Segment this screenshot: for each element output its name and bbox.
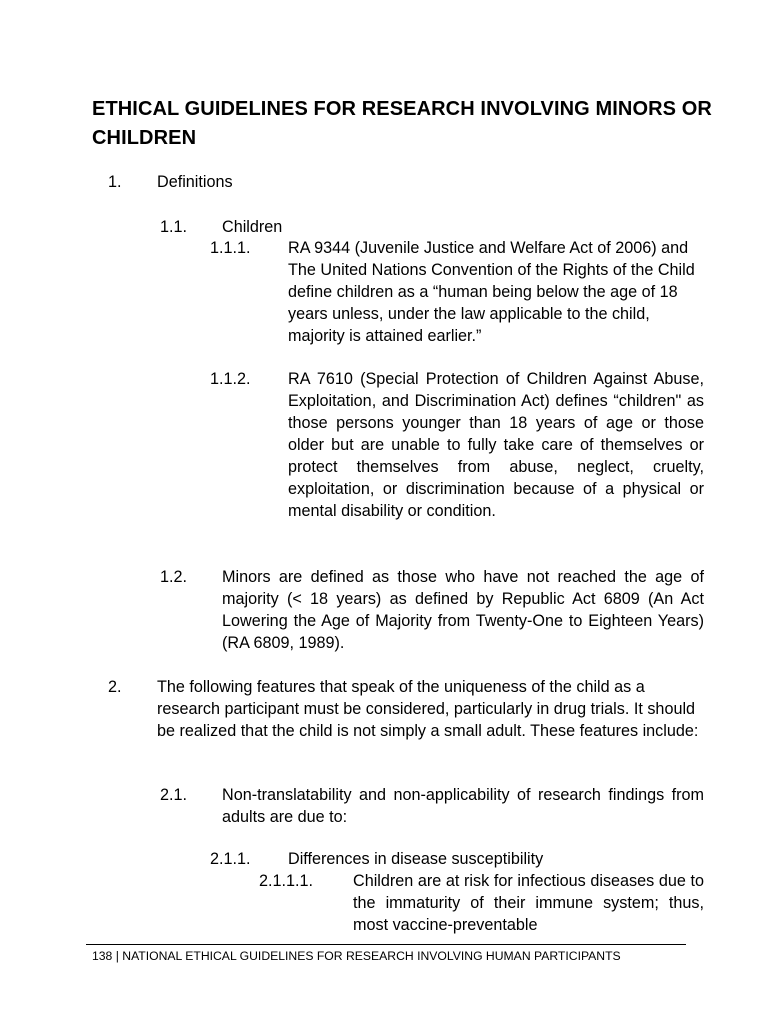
section-2-number: 2.	[108, 678, 122, 696]
section-1-2-number: 1.2.	[160, 568, 188, 586]
section-2-text: The following features that speak of the uniqueness of the child as a research participant must be considered, particularly in drug trials. It should be realized that the child is not simply a small adult. These features include:	[157, 678, 699, 740]
section-1-2-text: Minors are defined as those who have not reached the age of majority (< 18 years) as defined by Republic Act 6809 (An Act Lowering the Age of Majority from Twenty-One to Eighteen Years) (RA 6809, 1989).	[222, 568, 704, 652]
section-1-number: 1.	[108, 173, 122, 191]
section-2-1-number: 2.1.	[160, 786, 188, 804]
page-title: ETHICAL GUIDELINES FOR RESEARCH INVOLVING MINORS OR CHILDREN	[92, 98, 712, 149]
page-footer: 138 | NATIONAL ETHICAL GUIDELINES FOR RESEARCH INVOLVING HUMAN PARTICIPANTS	[92, 949, 621, 963]
section-1-1-1-number: 1.1.1.	[210, 239, 251, 257]
section-1-heading: Definitions	[157, 173, 233, 191]
section-2-1-text: Non-translatability and non-applicability of research findings from adults are due to:	[222, 786, 704, 826]
section-1-1-2-text: RA 7610 (Special Protection of Children Against Abuse, Exploitation, and Discrimination Act) defines “children" as those persons younger than 18 years of age or those older but are unable to fully take care of themselves or protect themselves from abuse, neglect, cruelty, exploitation, or discrimination because of a physical or mental disability or condition.	[288, 370, 704, 520]
section-2-1-1-heading: Differences in disease susceptibility	[288, 850, 544, 868]
section-1-1-1-text: RA 9344 (Juvenile Justice and Welfare Act of 2006) and The United Nations Convention of the Rights of the Child define children as a “human being below the age of 18 years unless, under the law applicable to the child, majority is attained earlier.”	[288, 239, 695, 345]
section-1-1-2-number: 1.1.2.	[210, 370, 251, 388]
section-2-1-1-number: 2.1.1.	[210, 850, 251, 868]
section-1-1-number: 1.1.	[160, 218, 188, 236]
section-2-1-1-1-number: 2.1.1.1.	[259, 872, 314, 890]
section-1-1-heading: Children	[222, 218, 283, 236]
footer-divider	[86, 944, 686, 945]
section-2-1-1-1-text: Children are at risk for infectious diseases due to the immaturity of their immune system; thus, most vaccine-preventable	[353, 872, 704, 934]
